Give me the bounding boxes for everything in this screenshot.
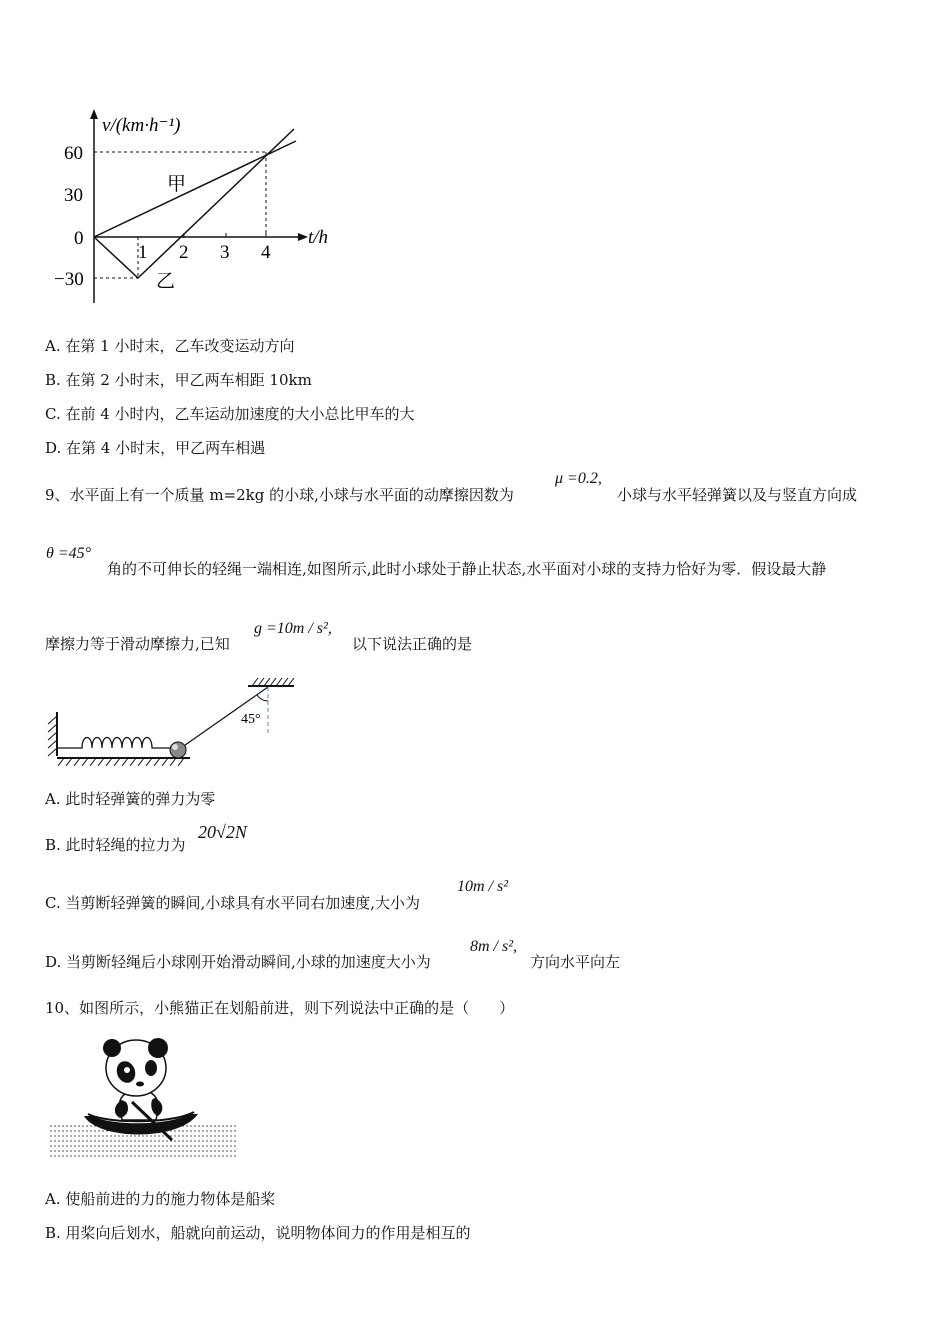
series-label-yi: 乙 (156, 271, 176, 292)
q9-option-b: B. 此时轻绳的拉力为 (45, 836, 186, 854)
q9-line2: 角的不可伸长的轻绳一端相连,如图所示,此时小球处于静止状态,水平面对小球的支持力恰好为零．假设最大静 (107, 560, 827, 578)
vt-graph (40, 105, 350, 315)
ball (170, 742, 186, 758)
q9-line1-end: 小球与水平轻弹簧以及与竖直方向成 (617, 486, 858, 504)
q9-option-d-math: 8m / s², (470, 938, 518, 955)
angle-label: 45° (241, 712, 261, 727)
y-tick-0: 0 (74, 228, 84, 249)
q9-line1-start: 9、水平面上有一个质量 m=2kg 的小球,小球与水平面的动摩擦因数为 (45, 486, 514, 504)
q10-option-a: A. 使船前进的力的施力物体是船桨 (45, 1190, 276, 1208)
panda-ear-left (103, 1039, 121, 1057)
q8-option-c: C. 在前 4 小时内，乙车运动加速度的大小总比甲车的大 (45, 405, 415, 423)
panda-boat-figure (48, 1028, 238, 1160)
spring-ball-figure (44, 676, 304, 774)
q10-option-b: B. 用桨向后划水，船就向前运动，说明物体间力的作用是相互的 (45, 1224, 471, 1242)
x-tick-1: 1 (138, 242, 148, 263)
x-axis-arrow (298, 233, 308, 241)
spring (57, 738, 170, 749)
q9-line3-end: 以下说法正确的是 (352, 635, 473, 653)
q8-option-a: A. 在第 1 小时末，乙车改变运动方向 (45, 337, 295, 355)
q10-stem: 10、如图所示，小熊猫正在划船前进，则下列说法中正确的是（ ） (45, 999, 515, 1017)
q8-option-b: B. 在第 2 小时末，甲乙两车相距 10km (45, 371, 312, 389)
x-tick-3: 3 (220, 242, 230, 263)
q9-mu-expr: μ =0.2, (555, 470, 602, 487)
series-label-jia: 甲 (167, 174, 187, 195)
y-tick-neg30: −30 (54, 269, 84, 290)
x-tick-2: 2 (179, 242, 189, 263)
y-axis-label: v/(km·h⁻¹) (102, 115, 181, 136)
angle-arc (257, 695, 268, 701)
x-axis-label: t/h (308, 227, 329, 248)
y-axis-arrow (90, 109, 98, 119)
q9-option-d-end: 方向水平向左 (530, 953, 621, 971)
q9-option-c-math: 10m / s² (457, 878, 509, 895)
panda-ear-right (148, 1038, 168, 1058)
q9-option-b-math: 20√2N (198, 822, 247, 842)
q9-option-a: A. 此时轻弹簧的弹力为零 (45, 790, 216, 808)
q9-option-d: D. 当剪断轻绳后小球刚开始滑动瞬间,小球的加速度大小为 (45, 953, 431, 971)
y-tick-60: 60 (64, 143, 83, 164)
q8-option-d: D. 在第 4 小时末，甲乙两车相遇 (45, 439, 266, 457)
q9-option-c: C. 当剪断轻弹簧的瞬间,小球具有水平同右加速度,大小为 (45, 894, 421, 912)
q9-g-expr: g =10m / s², (254, 620, 332, 637)
q9-line3-start: 摩擦力等于滑动摩擦力,已知 (45, 635, 230, 653)
y-tick-30: 30 (64, 185, 83, 206)
x-tick-4: 4 (261, 242, 271, 263)
panda-eye-right (145, 1060, 157, 1076)
q9-theta-expr: θ =45° (46, 545, 92, 562)
